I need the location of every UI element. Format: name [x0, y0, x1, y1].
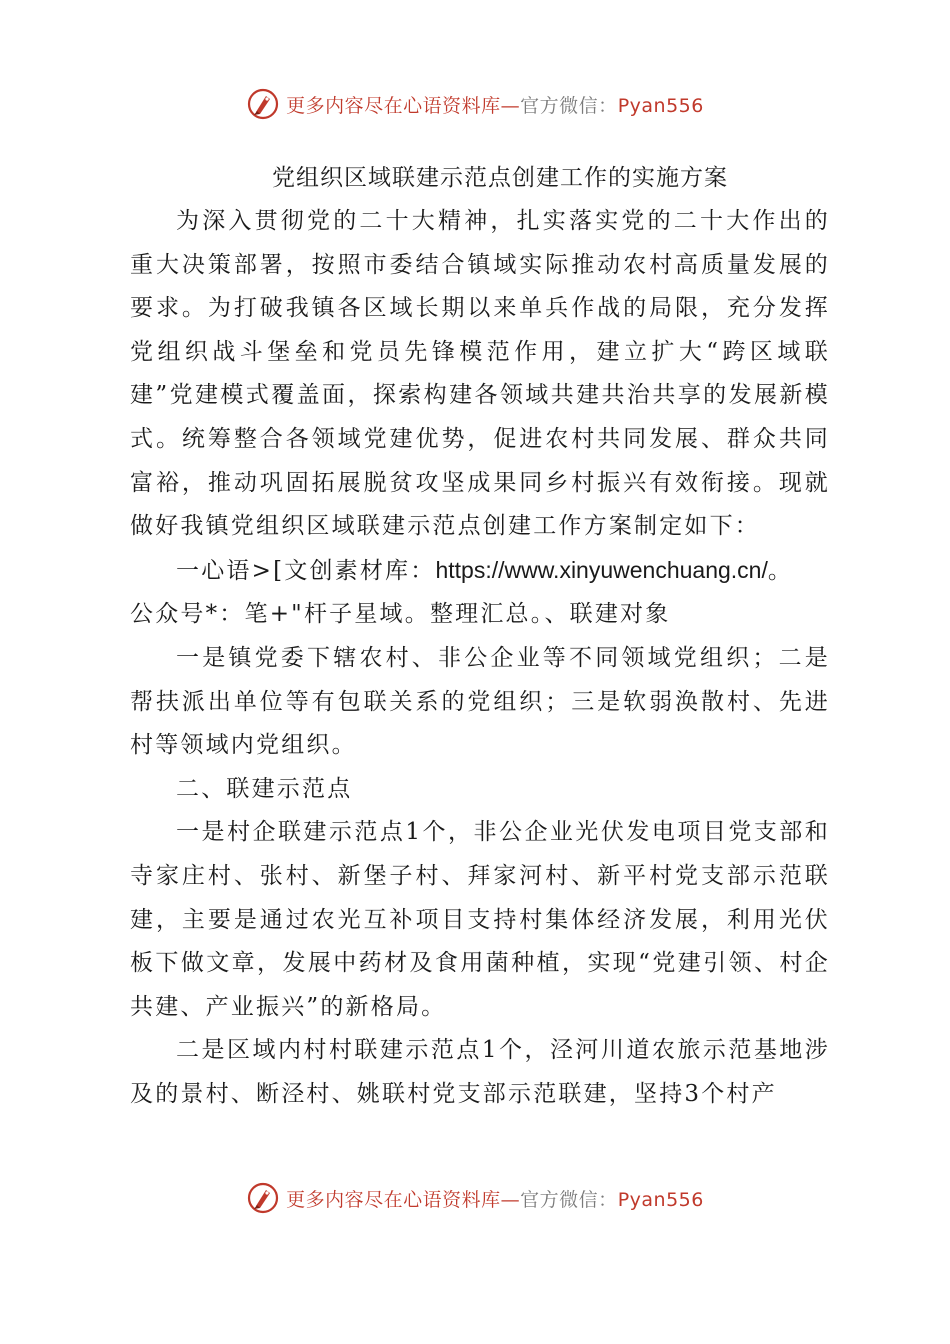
document-body: [130, 156, 830, 1116]
banner-contact-label: 官方微信：: [520, 94, 618, 117]
demo-point-1-paragraph: 一是村企联建示范点1个，非公企业光伏发电项目党支部和寺家庄村、张村、新堡子村、拜家河村、新平村党支部示范联建，主要是通过农光互补项目支持村集体经济发展，利用光伏板下做文章，发展中药材及食用菌种植，实现“党建引领、村企共建、产业振兴”的新格局。: [130, 819, 830, 1020]
intro-paragraph: 为深入贯彻党的二十大精神，扎实落实党的二十大作出的重大决策部署，按照市委结合镇域实际推动农村高质量发展的要求。为打破我镇各区域长期以来单兵作战的局限，充分发挥党组织战斗堡垒和党员先锋模范作用，建立扩大“跨区域联建”党建模式覆盖面，探索构建各领域共建共治共享的发展新模式。统筹整合各领域党建优势，促进农村共同发展、群众共同富裕，推动巩固拓展脱贫攻坚成果同乡村振兴有效衔接。现就做好我镇党组织区域联建示范点创建工作方案制定如下：: [130, 208, 830, 540]
promo-url[interactable]: https://www.xinyuwenchuang.cn/: [435, 556, 768, 583]
document-title: 党组织区域联建示范点创建工作的实施方案: [272, 165, 728, 191]
footer-banner-contact-id: Pyan556: [617, 1188, 704, 1211]
banner-dash: —: [500, 94, 521, 117]
footer-banner-contact-label: 官方微信：: [520, 1188, 618, 1211]
promo-prefix: 一心语>[文创素材库：: [176, 557, 436, 584]
footer-banner-content: [246, 1181, 704, 1215]
footer-banner-text: [286, 1185, 704, 1212]
banner-text: [286, 91, 704, 118]
pen-nib-logo-icon: [246, 87, 280, 121]
promo-line: [130, 549, 830, 594]
objects-paragraph: 一是镇党委下辖农村、非公企业等不同领域党组织；二是帮扶派出单位等有包联关系的党组织；三是软弱涣散村、先进村等领域内党组织。: [130, 644, 830, 759]
banner-slogan: 更多内容尽在心语资料库: [286, 94, 501, 117]
promo-line-2: 公众号*：笔+"杆子星域。整理汇总。、联建对象: [130, 601, 671, 628]
banner-content: [246, 87, 704, 121]
section-heading-demo-points: 二、联建示范点: [176, 775, 353, 802]
footer-banner: [0, 1178, 950, 1218]
banner-contact-id: Pyan556: [617, 94, 704, 117]
promo-suffix: 。: [767, 557, 794, 584]
demo-point-2-paragraph: 二是区域内村村联建示范点1个，泾河川道农旅示范基地涉及的景村、断泾村、姚联村党支部示范联建，坚持3个村产: [130, 1037, 830, 1107]
header-banner: [0, 84, 950, 124]
footer-banner-slogan: 更多内容尽在心语资料库: [286, 1188, 501, 1211]
pen-nib-logo-icon: [246, 1181, 280, 1215]
footer-banner-dash: —: [500, 1188, 521, 1211]
